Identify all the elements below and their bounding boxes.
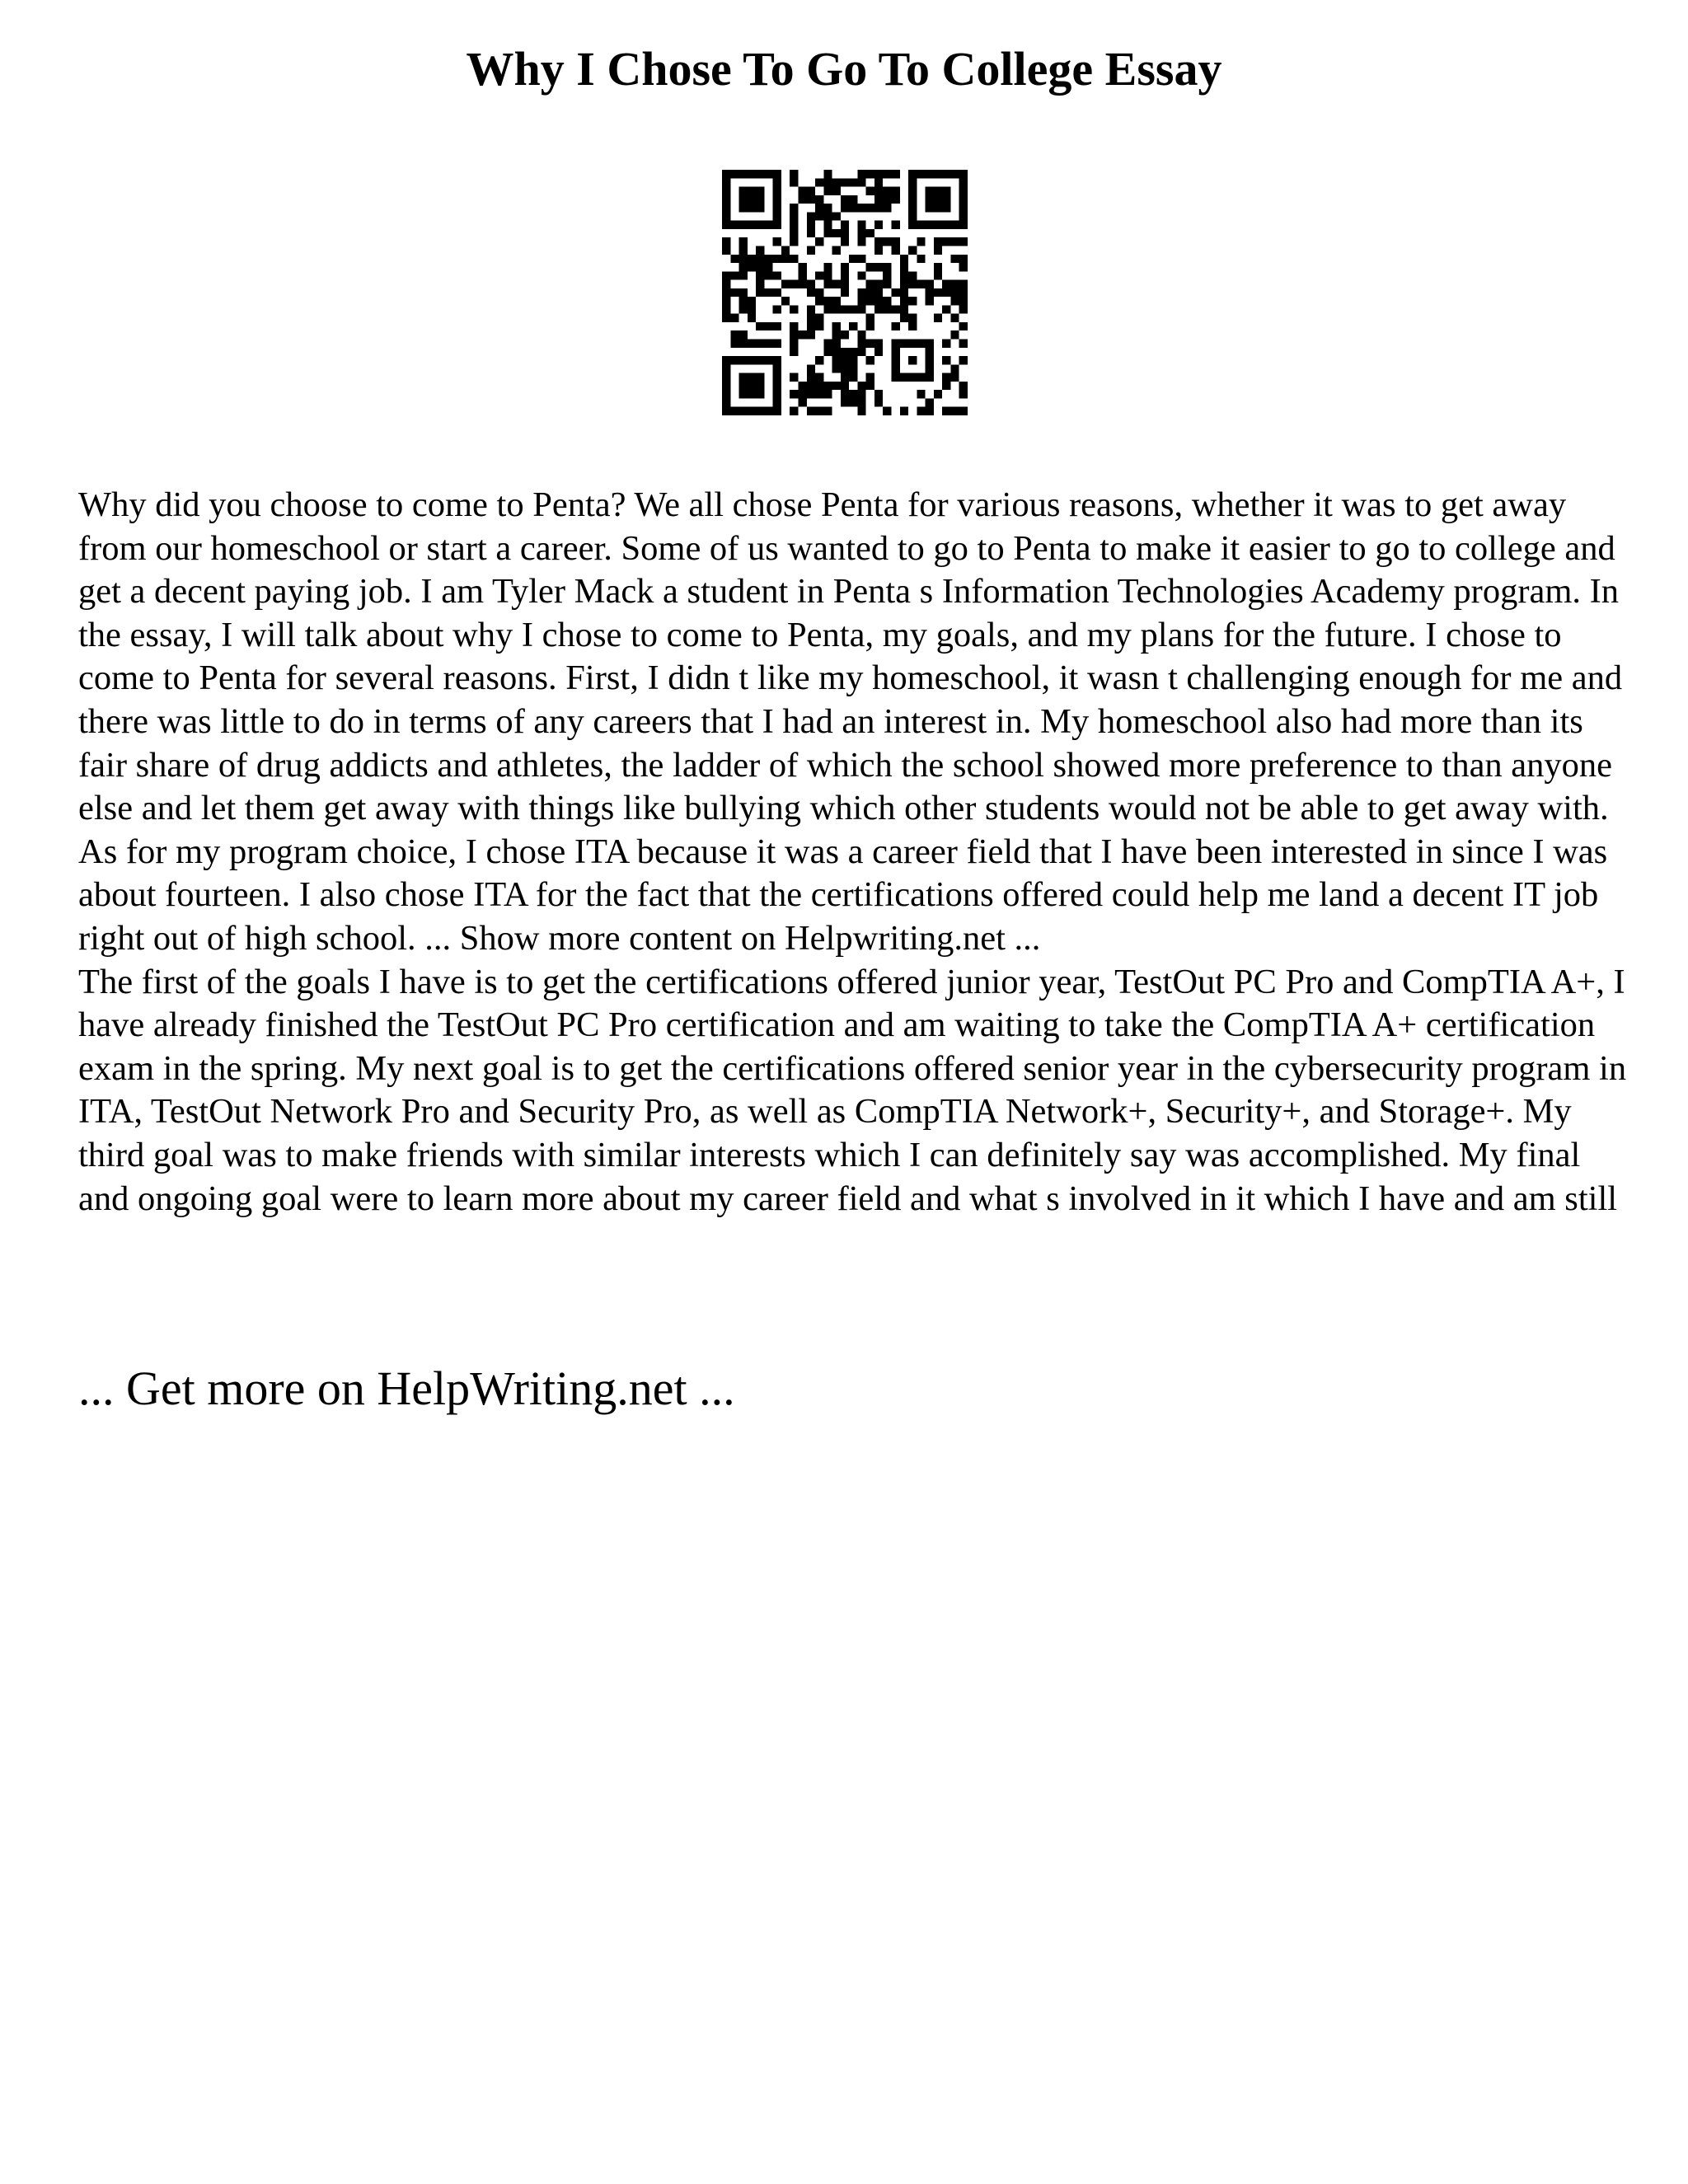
qr-code-icon (722, 170, 968, 415)
essay-paragraph: Why did you choose to come to Penta? We all chose Penta for various reasons, whether it was to get away from our homeschool or start a career. Some of us wanted to go to Penta to make it easier to go to college and get a decent paying job. I am Tyler Mack a student in Penta s Information Technologies Academy program. In the essay, I will talk about why I chose to come to Penta, my goals, and my plans for the future. I chose to come to Penta for several reasons. First, I didn t like my homeschool, it wasn t challenging enough for me and there was little to do in terms of any careers that I had an interest in. My homeschool also had more than its fair share of drug addicts and athletes, the ladder of which the school showed more preference to than anyone else and let them get away with things like bullying which other students would not be able to get away with. As for my program choice, I chose ITA because it was a career field that I have been interested in since I was about fourteen. I also chose ITA for the fact that the certifications offered could help me land a decent IT job right out of high school. ... Show more content on Helpwriting.net ... (78, 485, 1623, 958)
essay-body (78, 484, 1628, 1221)
essay-paragraph: The first of the goals I have is to get the certifications offered junior year, TestOut PC Pro and CompTIA A+, I have already finished the TestOut PC Pro certification and am waiting to take the CompTIA A+ certification exam in the spring. My next goal is to get the certifications offered senior year in the cybersecurity program in ITA, TestOut Network Pro and Security Pro, as well as CompTIA Network+, Security+, and Storage+. My third goal was to make friends with similar interests which I can definitely say was accomplished. My final and ongoing goal were to learn more about my career field and what s involved in it which I have and am still (78, 962, 1627, 1218)
get-more-link[interactable]: ... Get more on HelpWriting.net ... (78, 1361, 735, 1415)
page-title: Why I Chose To Go To College Essay (466, 42, 1222, 96)
